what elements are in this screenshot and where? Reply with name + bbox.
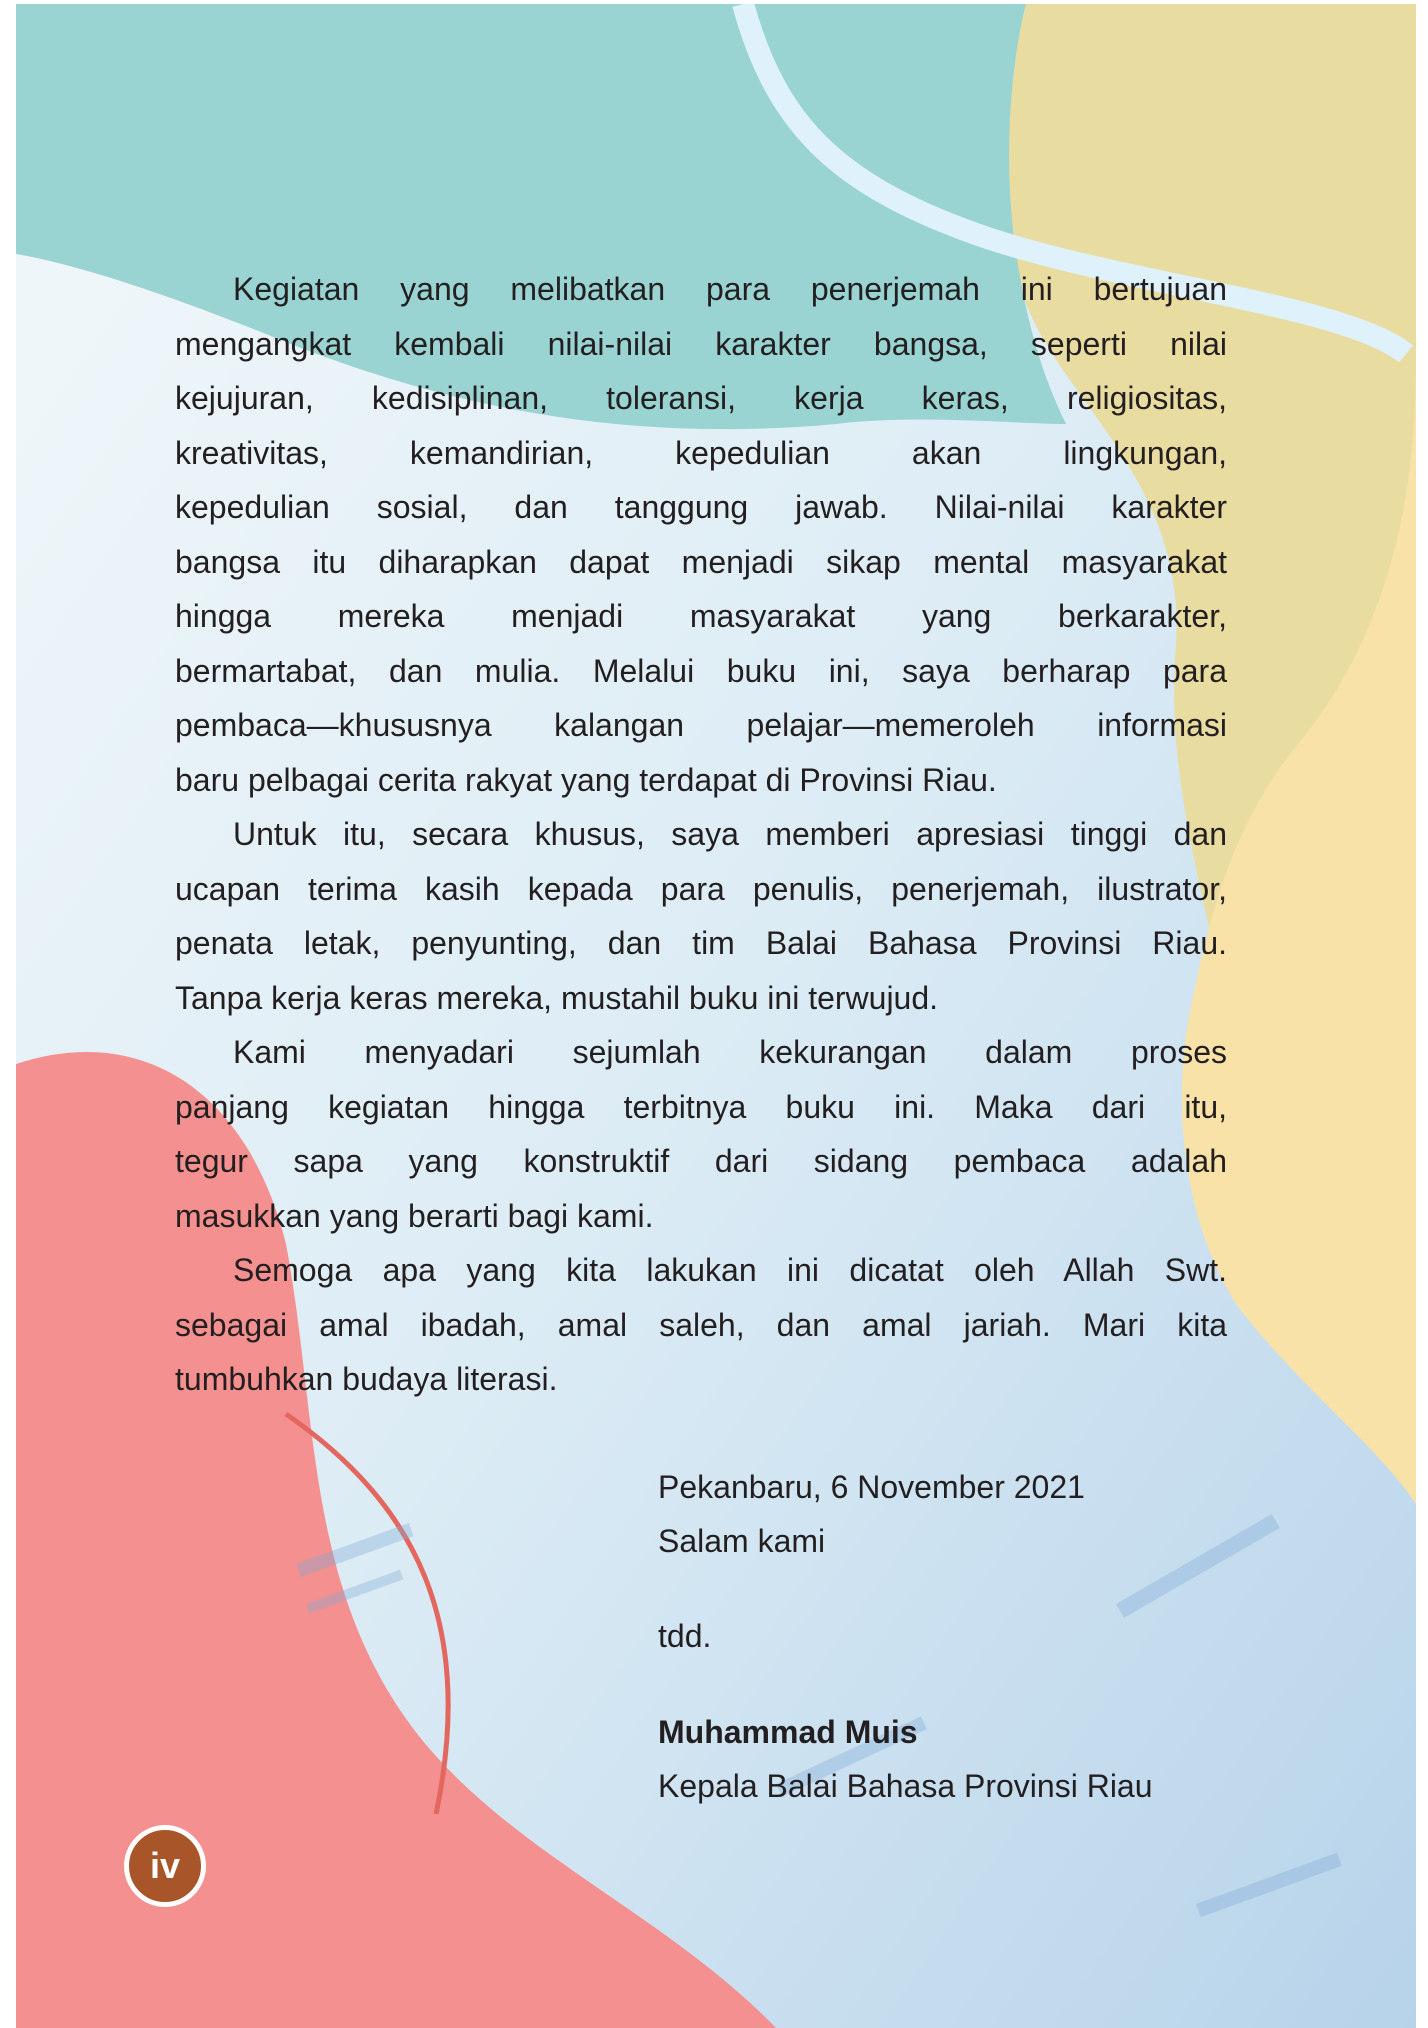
text-line: baru pelbagai cerita rakyat yang terdapat di Provinsi Riau. bbox=[175, 761, 997, 798]
text-line: penata letak, penyunting, dan tim Balai Bahasa Provinsi Riau. bbox=[175, 925, 1227, 961]
text-line: hingga mereka menjadi masyarakat yang berkarakter, bbox=[175, 598, 1227, 634]
signatory-name: Muhammad Muis bbox=[658, 1714, 918, 1750]
text-line: bermartabat, dan mulia. Melalui buku ini, saya berharap para bbox=[175, 652, 1227, 689]
text-line: Kami menyadari sejumlah kekurangan dalam proses bbox=[233, 1034, 1227, 1070]
text-line: kreativitas, kemandirian, kepedulian akan lingkungan, bbox=[175, 434, 1227, 471]
text-line: pembaca—khususnya kalangan pelajar—memeroleh informasi bbox=[175, 707, 1227, 743]
greeting: Salam kami bbox=[658, 1523, 826, 1559]
place-date: Pekanbaru, 6 November 2021 bbox=[658, 1469, 1085, 1505]
text-line: Semoga apa yang kita lakukan ini dicatat oleh Allah Swt. bbox=[233, 1252, 1227, 1288]
text-line: sebagai amal ibadah, amal saleh, dan amal jariah. Mari kita bbox=[175, 1306, 1227, 1343]
text-line: kejujuran, kedisiplinan, toleransi, kerja keras, religiositas, bbox=[175, 380, 1227, 416]
text-line: bangsa itu diharapkan dapat menjadi sikap mental masyarakat bbox=[175, 543, 1227, 580]
text-line: panjang kegiatan hingga terbitnya buku ini. Maka dari itu, bbox=[175, 1088, 1227, 1125]
body-text bbox=[175, 262, 1227, 1407]
page-number: iv bbox=[149, 1845, 181, 1886]
text-line: Tanpa kerja keras mereka, mustahil buku ini terwujud. bbox=[175, 979, 939, 1016]
signed-mark: tdd. bbox=[658, 1618, 712, 1654]
signatory-position: Kepala Balai Bahasa Provinsi Riau bbox=[658, 1768, 1153, 1804]
text-line: mengangkat kembali nilai-nilai karakter bangsa, seperti nilai bbox=[175, 325, 1227, 362]
text-line: tegur sapa yang konstruktif dari sidang pembaca adalah bbox=[175, 1143, 1227, 1179]
text-line: Kegiatan yang melibatkan para penerjemah ini bertujuan bbox=[233, 271, 1227, 307]
text-line: tumbuhkan budaya literasi. bbox=[175, 1361, 558, 1397]
text-line: ucapan terima kasih kepada para penulis, penerjemah, ilustrator, bbox=[175, 870, 1227, 907]
text-line: Untuk itu, secara khusus, saya memberi apresiasi tinggi dan bbox=[233, 816, 1227, 852]
page-number-badge bbox=[124, 1825, 206, 1907]
text-line: kepedulian sosial, dan tanggung jawab. Nilai-nilai karakter bbox=[175, 489, 1227, 525]
text-line: masukkan yang berarti bagi kami. bbox=[175, 1197, 654, 1234]
